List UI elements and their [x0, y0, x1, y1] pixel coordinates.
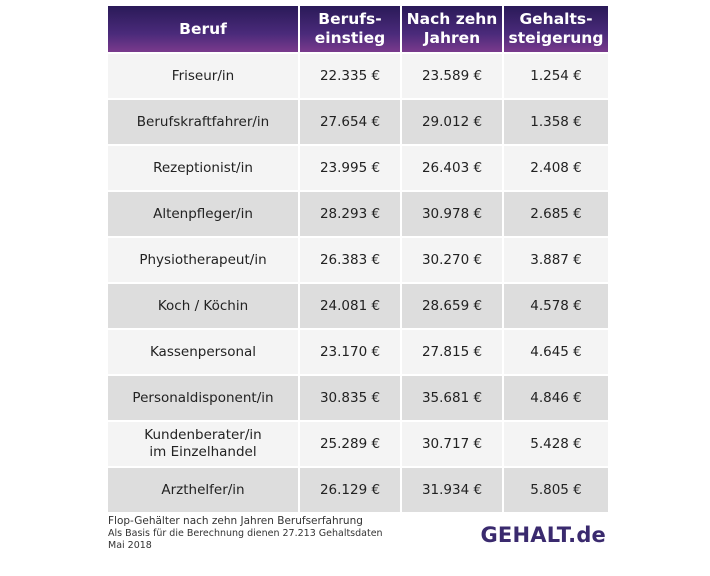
cell-nach-zehn-jahren: 35.681 € [402, 376, 502, 420]
cell-gehaltssteigerung: 5.805 € [504, 468, 608, 512]
cell-gehaltssteigerung: 1.254 € [504, 54, 608, 98]
cell-gehaltssteigerung: 4.645 € [504, 330, 608, 374]
cell-nach-zehn-jahren: 27.815 € [402, 330, 502, 374]
table-row [108, 330, 608, 374]
salary-table-container [106, 4, 606, 514]
cell-gehaltssteigerung: 5.428 € [504, 422, 608, 466]
table-row [108, 238, 608, 282]
cell-berufseinstieg: 23.170 € [300, 330, 400, 374]
cell-beruf: Personaldisponent/in [108, 376, 298, 420]
cell-gehaltssteigerung: 4.846 € [504, 376, 608, 420]
cell-berufseinstieg: 26.129 € [300, 468, 400, 512]
cell-gehaltssteigerung: 4.578 € [504, 284, 608, 328]
footer-notes [108, 515, 383, 552]
table-row [108, 54, 608, 98]
cell-beruf: Rezeptionist/in [108, 146, 298, 190]
cell-nach-zehn-jahren: 30.717 € [402, 422, 502, 466]
cell-nach-zehn-jahren: 26.403 € [402, 146, 502, 190]
table-row [108, 376, 608, 420]
cell-berufseinstieg: 22.335 € [300, 54, 400, 98]
table-header-row [108, 6, 608, 52]
cell-nach-zehn-jahren: 30.978 € [402, 192, 502, 236]
cell-nach-zehn-jahren: 28.659 € [402, 284, 502, 328]
table-row [108, 422, 608, 466]
header-nach-zehn-jahren: Nach zehn Jahren [402, 6, 502, 52]
cell-beruf: Kassenpersonal [108, 330, 298, 374]
table-row [108, 192, 608, 236]
cell-gehaltssteigerung: 2.685 € [504, 192, 608, 236]
cell-gehaltssteigerung: 3.887 € [504, 238, 608, 282]
header-berufseinstieg: Berufs- einstieg [300, 6, 400, 52]
cell-berufseinstieg: 27.654 € [300, 100, 400, 144]
cell-beruf: Friseur/in [108, 54, 298, 98]
cell-beruf: Physiotherapeut/in [108, 238, 298, 282]
table-row [108, 468, 608, 512]
cell-beruf: Arzthelfer/in [108, 468, 298, 512]
cell-nach-zehn-jahren: 23.589 € [402, 54, 502, 98]
table-row [108, 100, 608, 144]
cell-gehaltssteigerung: 1.358 € [504, 100, 608, 144]
cell-berufseinstieg: 23.995 € [300, 146, 400, 190]
table-body [108, 54, 608, 512]
cell-beruf: Berufskraftfahrer/in [108, 100, 298, 144]
header-gehaltssteigerung: Gehalts- steigerung [504, 6, 608, 52]
cell-nach-zehn-jahren: 30.270 € [402, 238, 502, 282]
cell-berufseinstieg: 24.081 € [300, 284, 400, 328]
footer-basis: Als Basis für die Berechnung dienen 27.213 Gehaltsdaten [108, 528, 383, 539]
cell-beruf: Koch / Köchin [108, 284, 298, 328]
cell-berufseinstieg: 26.383 € [300, 238, 400, 282]
cell-berufseinstieg: 28.293 € [300, 192, 400, 236]
gehalt-logo: GEHALT.de [480, 523, 606, 547]
footer-title: Flop-Gehälter nach zehn Jahren Berufserfahrung [108, 515, 363, 527]
table-row [108, 284, 608, 328]
table-row [108, 146, 608, 190]
cell-beruf: Kundenberater/in im Einzelhandel [108, 422, 298, 466]
cell-nach-zehn-jahren: 31.934 € [402, 468, 502, 512]
salary-table [106, 4, 610, 514]
header-beruf: Beruf [108, 6, 298, 52]
cell-nach-zehn-jahren: 29.012 € [402, 100, 502, 144]
cell-beruf: Altenpfleger/in [108, 192, 298, 236]
footer-date: Mai 2018 [108, 540, 152, 551]
cell-berufseinstieg: 30.835 € [300, 376, 400, 420]
cell-gehaltssteigerung: 2.408 € [504, 146, 608, 190]
cell-berufseinstieg: 25.289 € [300, 422, 400, 466]
